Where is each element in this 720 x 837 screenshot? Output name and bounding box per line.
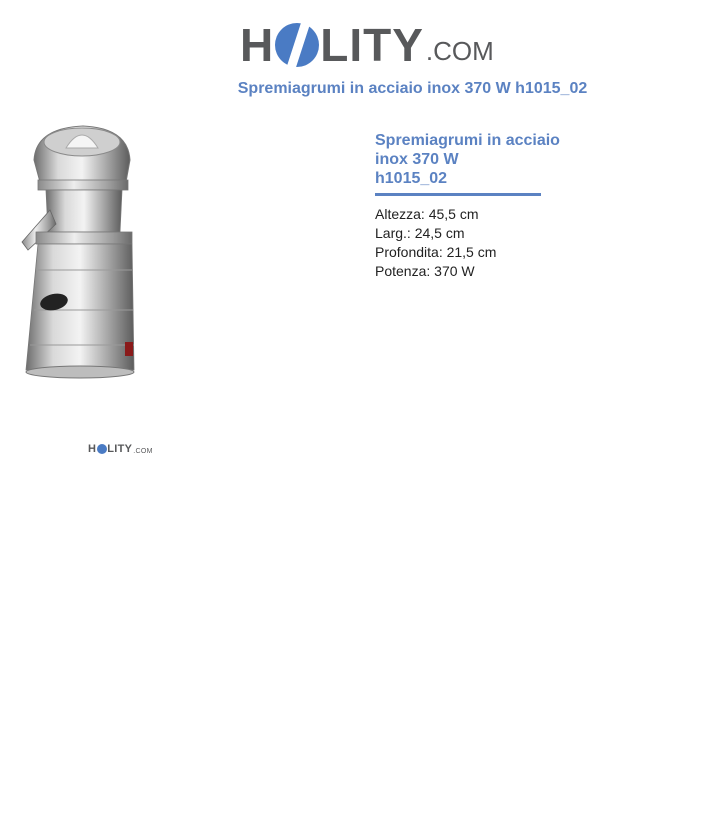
small-logo-letter-h: H	[88, 443, 97, 455]
spec-height: Altezza: 45,5 cm	[375, 206, 479, 222]
product-heading-line: inox 370 W	[375, 151, 459, 168]
product-image	[18, 120, 148, 382]
heading-divider	[375, 193, 541, 196]
logo-suffix: .COM	[425, 36, 494, 66]
spec-depth: Profondita: 21,5 cm	[375, 244, 497, 260]
small-logo-letters-lity: LITY	[107, 443, 133, 455]
product-heading-line: h1015_02	[375, 170, 448, 187]
spec-width: Larg.: 24,5 cm	[375, 225, 465, 241]
product-heading-line: Spremiagrumi in acciaio	[375, 132, 560, 149]
logo-letters-lity: LITY	[320, 19, 424, 71]
logo-o-icon	[275, 23, 319, 67]
product-heading	[375, 131, 575, 188]
small-brand-logo	[88, 441, 153, 455]
small-logo-suffix: .COM	[133, 448, 153, 455]
product-specs	[375, 205, 496, 281]
logo-letter-h: H	[240, 19, 275, 71]
page-title: Spremiagrumi in acciaio inox 370 W h1015_02	[237, 80, 588, 97]
small-logo-o-icon	[97, 444, 107, 454]
brand-logo[interactable]	[240, 10, 494, 71]
spec-power: Potenza: 370 W	[375, 263, 475, 279]
